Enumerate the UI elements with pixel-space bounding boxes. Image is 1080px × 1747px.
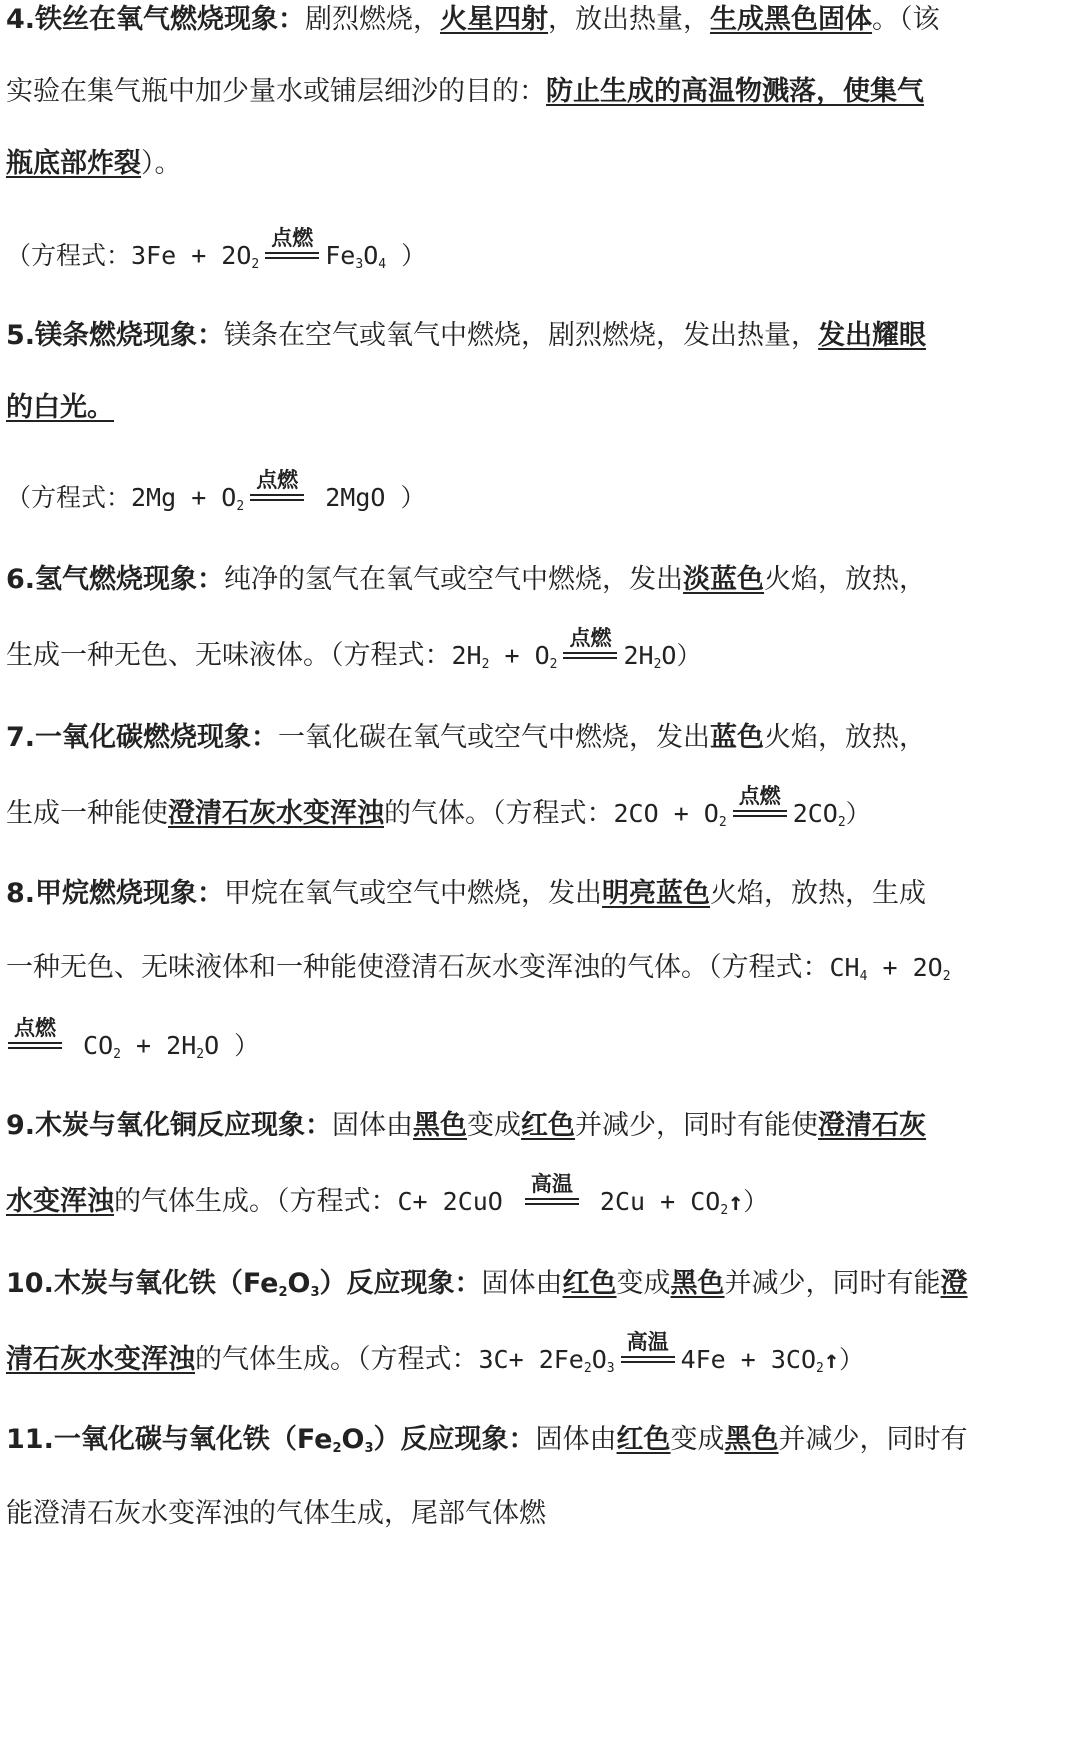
item7-line1: 7.一氧化碳燃烧现象：一氧化碳在氧气或空气中燃烧，发出蓝色火焰，放热， [6, 722, 927, 753]
reaction-condition: 点燃 [14, 1016, 56, 1040]
item9-line1: 9.木炭与氧化铜反应现象：固体由黑色变成红色并减少，同时有能使澄清石灰 [6, 1110, 927, 1141]
item7-title: 7.一氧化碳燃烧现象： [6, 722, 279, 753]
item6-line2: 生成一种无色、无味液体。（方程式：$2H_2 + O_2$ 点燃 $2H_2O$） [6, 636, 1072, 685]
fade-overlay [640, 1660, 1080, 1730]
item5-line1: 5.镁条燃烧现象：镁条在空气或氧气中燃烧，剧烈燃烧，发出热量，发出耀眼 [6, 320, 927, 351]
gas-arrow-icon: ↑ [823, 1345, 839, 1374]
reaction-condition: 高温 [530, 1172, 573, 1196]
item8-equation-cont: 点燃 $CO_2 + 2H_2O$ ） [6, 1026, 1072, 1075]
item4-highlight-sparks: 火星四射 [440, 4, 549, 35]
reaction-arrow [731, 784, 789, 834]
reaction-arrow [6, 1016, 64, 1066]
item8-line1: 8.甲烷燃烧现象：甲烷在氧气或空气中燃烧，发出明亮蓝色火焰，放热，生成 [6, 878, 927, 909]
reaction-condition: 点燃 [738, 784, 781, 808]
reaction-arrow [523, 1172, 581, 1222]
item10-line1: 10.木炭与氧化铁$(Fe_2O_3)$反应现象：固体由红色变成黑色并减少，同时有能澄 [6, 1268, 968, 1300]
reaction-condition: 高温 [626, 1330, 669, 1354]
item4-highlight-black-solid: 生成黑色固体 [710, 4, 873, 35]
reaction-condition: 点燃 [271, 226, 314, 250]
item4-line1: 4.铁丝在氧气燃烧现象：剧烈燃烧，火星四射，放出热量，生成黑色固体。（该 [6, 4, 940, 35]
item4-highlight-purpose: 防止生成的高温物溅落，使集气 [546, 76, 924, 107]
item9-title: 9.木炭与氧化铜反应现象： [6, 1110, 333, 1141]
item6-line1: 6.氢气燃烧现象：纯净的氢气在氧气或空气中燃烧，发出淡蓝色火焰，放热， [6, 564, 927, 595]
item4-equation: （方程式：$3Fe + 2O_2$ 点燃 $Fe_3O_4$ ） [6, 236, 1072, 285]
item10-title: 10.木炭与氧化铁$(Fe_2O_3)$反应现象： [6, 1268, 482, 1300]
item8-title: 8.甲烷燃烧现象： [6, 878, 225, 909]
item9-line2: 水变浑浊的气体生成。（方程式：C+ 2CuO 高温 $2Cu + CO_2↑$） [6, 1182, 1072, 1231]
reaction-arrow [561, 626, 619, 676]
item5-line2: 的白光。 [6, 392, 114, 423]
item11-line2: 能澄清石灰水变浑浊的气体生成，尾部气体燃 [6, 1498, 546, 1529]
item11-title: 11.一氧化碳与氧化铁$(Fe_2O_3)$反应现象： [6, 1424, 536, 1456]
item6-title: 6.氢气燃烧现象： [6, 564, 225, 595]
item4-line3: 瓶底部炸裂）。 [6, 148, 182, 179]
gas-arrow-icon: ↑ [728, 1187, 744, 1216]
item8-line2: 一种无色、无味液体和一种能使澄清石灰水变浑浊的气体。（方程式：$CH_4 + 2O_2$ [6, 952, 951, 984]
item10-line2: 清石灰水变浑浊的气体生成。（方程式：$3C+ 2Fe_2O_3$ 高温 $4Fe + 3CO_2↑$） [6, 1340, 1072, 1389]
item5-equation: （方程式：$2Mg + O_2$ 点燃 2MgO ） [6, 478, 1072, 527]
item4-title: 4.铁丝在氧气燃烧现象： [6, 4, 306, 35]
item7-line2: 生成一种能使澄清石灰水变浑浊的气体。（方程式：$2CO + O_2$ 点燃 $2CO_2$） [6, 794, 1072, 843]
reaction-arrow [263, 226, 321, 276]
reaction-arrow [248, 468, 306, 518]
reaction-condition: 点燃 [569, 626, 612, 650]
item11-line1: 11.一氧化碳与氧化铁$(Fe_2O_3)$反应现象：固体由红色变成黑色并减少，同时有 [6, 1424, 968, 1456]
item4-line2: 实验在集气瓶中加少量水或铺层细沙的目的：防止生成的高温物溅落，使集气 [6, 76, 924, 107]
reaction-arrow [619, 1330, 677, 1380]
reaction-condition: 点燃 [256, 468, 299, 492]
item5-title: 5.镁条燃烧现象： [6, 320, 225, 351]
